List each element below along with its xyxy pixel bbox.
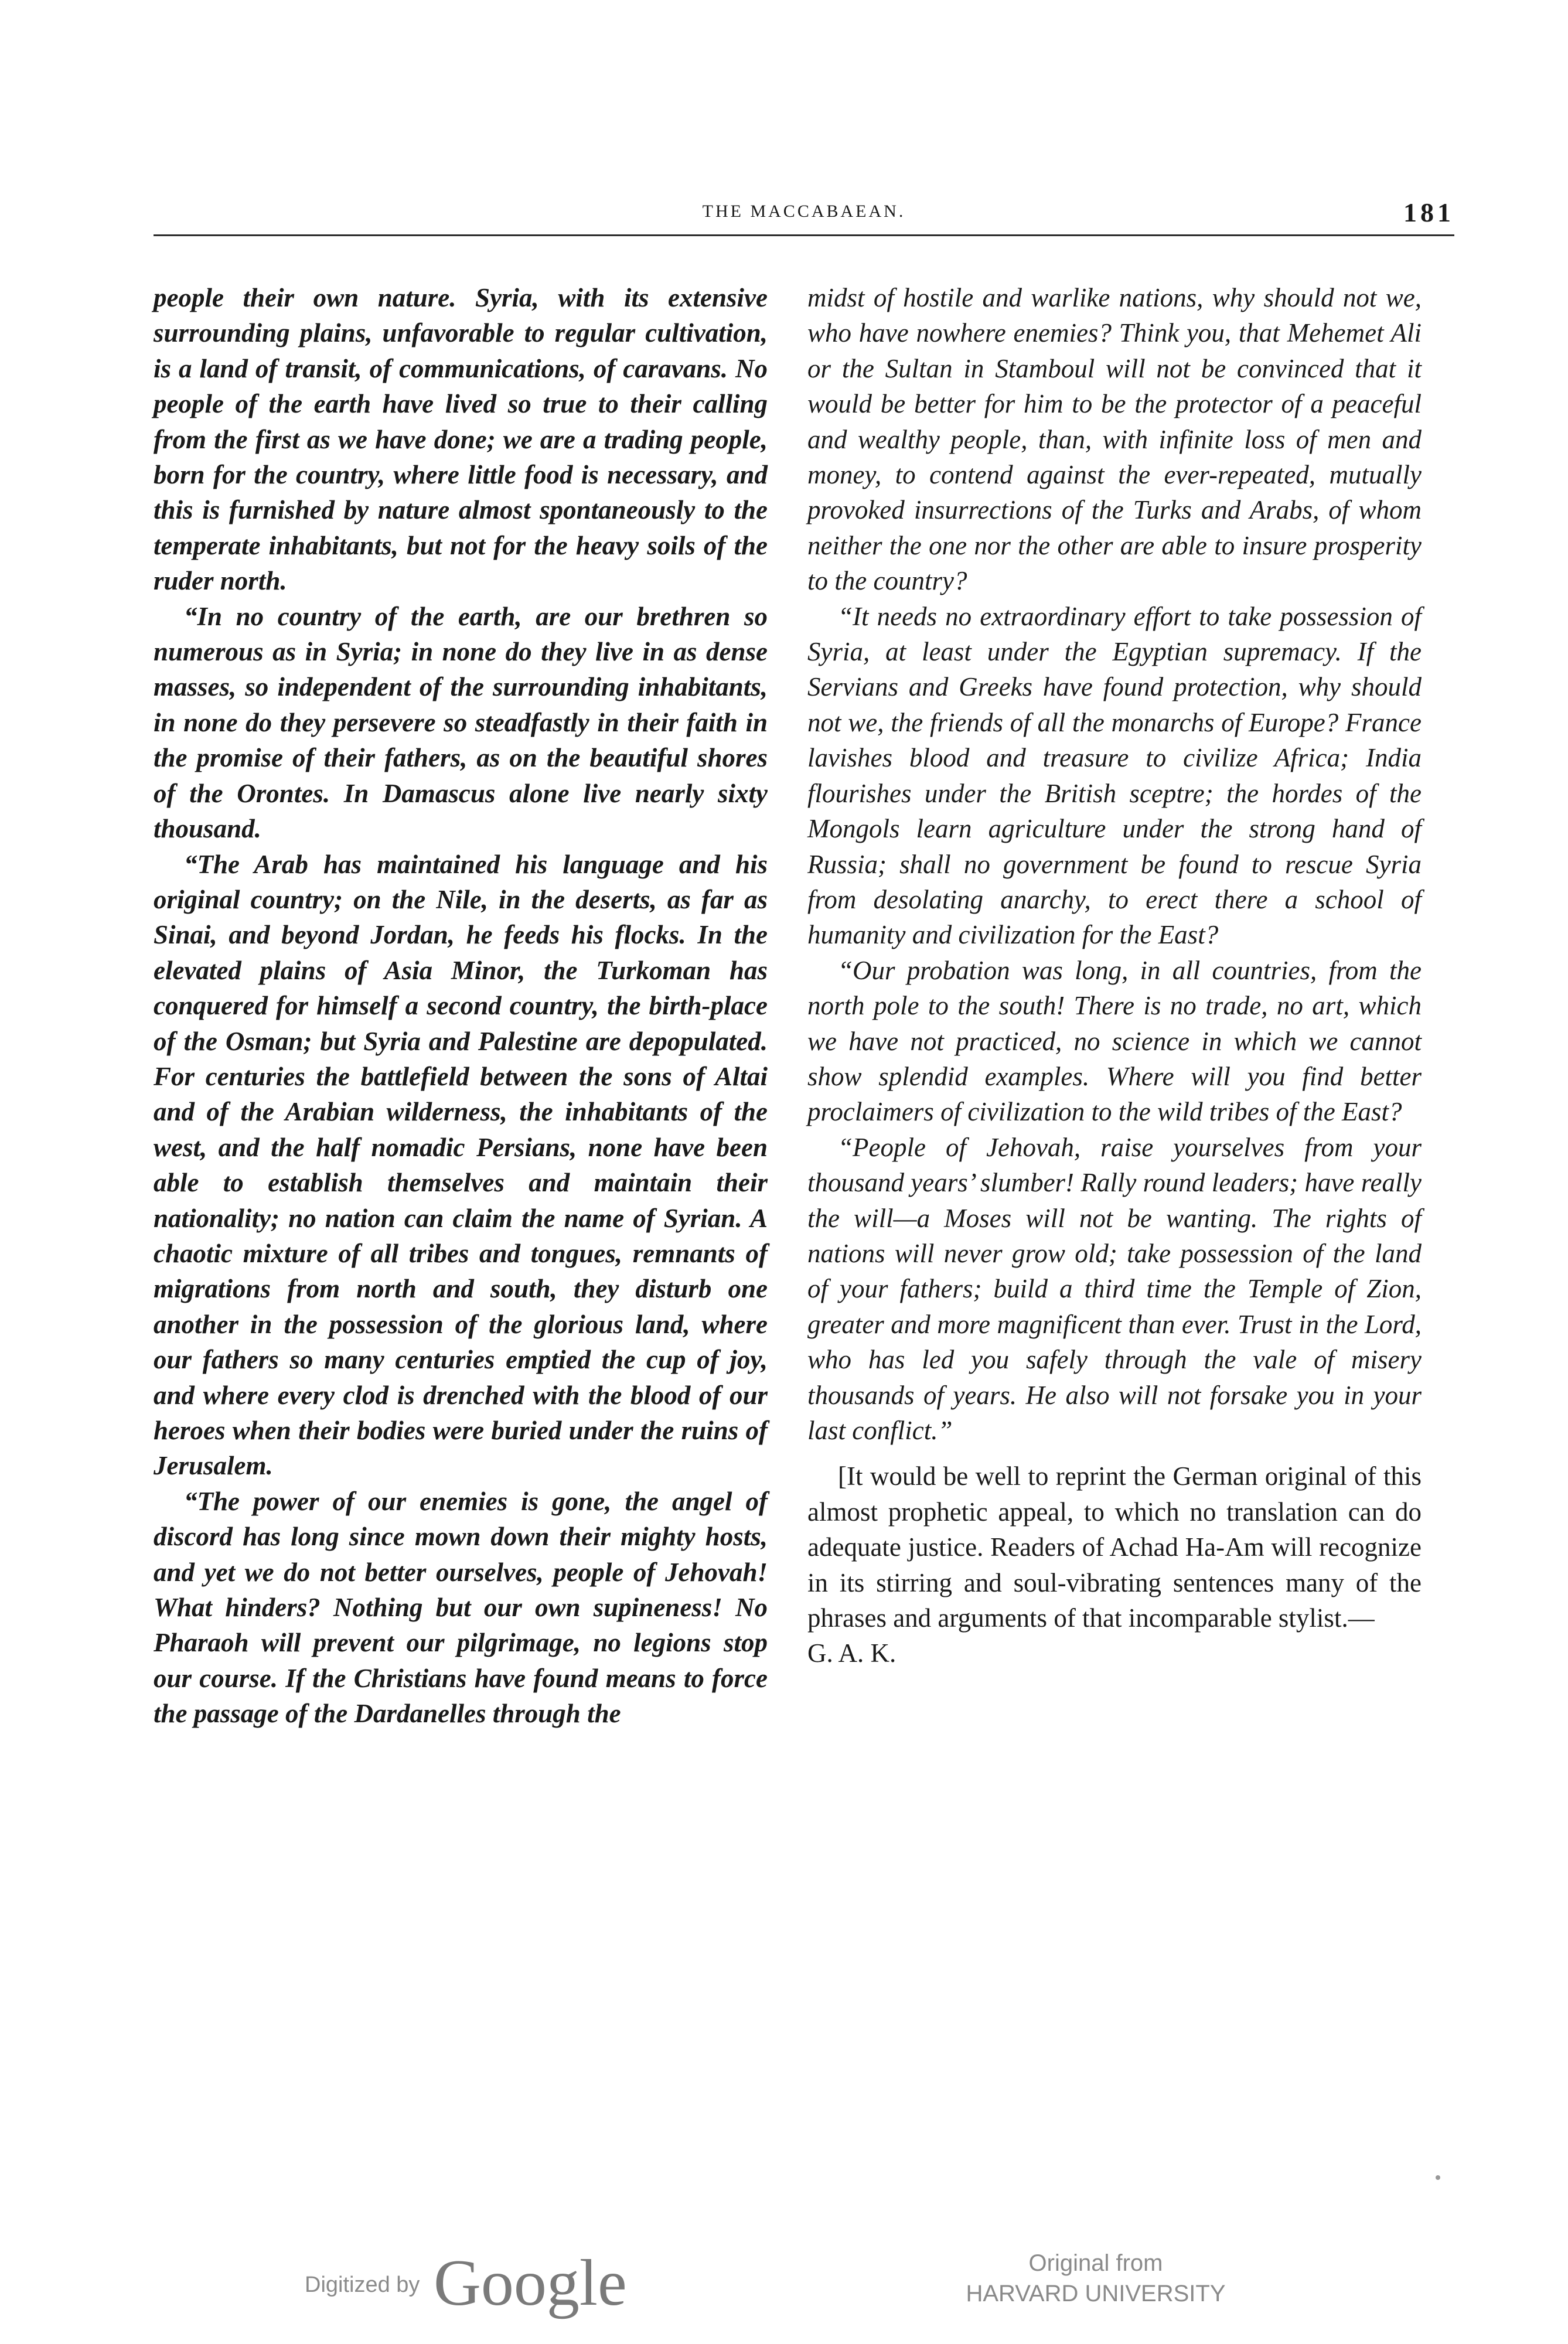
right-column bbox=[807, 280, 1422, 1671]
paragraph: “It needs no extraordinary effort to take possession of Syria, at least under the Egyptian supremacy. If the Servians and Greeks have found protection, why should not we, the friends of all the monarchs of Europe? France lavishes blood and treasure to civilize Africa; India flourishes under the British sceptre; the hordes of the Mongols learn agriculture under the strong hand of Russia; shall no government be found to rescue Syria from desolating anarchy, to erect there a school of humanity and civilization for the East? bbox=[807, 601, 1422, 950]
paragraph: “The Arab has maintained his language and his original country; on the Nile, in the deserts, as far as Sinai, and beyond Jordan, he feeds his flocks. In the elevated plains of Asia Minor, the Turkoman has conquered for himself a second country, the birth-place of the Osman; but Syria and Palestine are depopulated. For centuries the battlefield between the sons of Altai and of the Arabian wilderness, the inhabitants of the west, and the half nomadic Persians, none have been able to establish themselves and maintain their nationality; no nation can claim the name of Syrian. A chaotic mixture of all tribes and tongues, remnants of migrations from north and south, they disturb one another in the possession of the glorious land, where our fathers so many centuries emptied the cup of joy, and where every clod is drenched with the blood of our heroes when their bodies were buried under the ruins of Jerusalem. bbox=[154, 849, 768, 1481]
page-number: 181 bbox=[1403, 197, 1454, 227]
digitized-by-label: Digitized by bbox=[305, 2273, 420, 2297]
editor-note: [It would be well to reprint the German original of this almost prophetic appeal, to which no translation can do adequate justice. Readers of Achad Ha-Am will recognize in its stirring and soul-vibrating sentences many of the phrases and arguments of that incomparable stylist.— bbox=[807, 1461, 1422, 1633]
speck bbox=[1436, 2175, 1440, 2180]
paragraph: midst of hostile and warlike nations, why should not we, who have nowhere enemies? Think you, that Mehemet Ali or the Sultan in Stamboul will not be convinced that it would be better for him to be the protector of a peaceful and wealthy people, than, with infinite loss of men and money, to contend against the ever-repeated, mutually provoked insurrections of the Turks and Arabs, of whom neither the one nor the other are able to insure prosperity to the country? bbox=[807, 283, 1422, 596]
paragraph: “The power of our enemies is gone, the angel of discord has long since mown down their mighty hosts, and yet we do not better ourselves, people of Jehovah! What hinders? Nothing but our own supineness! No Pharaoh will prevent our pilgrimage, no legions stop our course. If the Christians have found means to force the passage of the Dardanelles through the bbox=[154, 1486, 768, 1729]
paragraph: “People of Jehovah, raise yourselves from your thousand years’ slumber! Rally round leaders; have really the will—a Moses will not be wanting. The rights of nations will never grow old; take possession of the land of your fathers; build a third time the Temple of Zion, greater and more magnificent than ever. Trust in the Lord, who has led you safely through the vale of misery thousands of years. He also will not forsake you in your last conflict.” bbox=[807, 1132, 1422, 1445]
paragraph: “In no country of the earth, are our brethren so numerous as in Syria; in none do they live in as dense masses, so independent of the surrounding inhabitants, in none do they persevere so steadfastly in their faith in the promise of their fathers, as on the beautiful shores of the Orontes. In Damascus alone live nearly sixty thousand. bbox=[154, 601, 768, 844]
journal-title: THE MACCABAEAN. bbox=[702, 202, 906, 221]
original-from-label: Original from bbox=[1028, 2250, 1163, 2276]
header-rule bbox=[154, 234, 1454, 236]
left-column bbox=[154, 280, 768, 1732]
signature: G. A. K. bbox=[807, 1638, 897, 1668]
running-header bbox=[154, 197, 1454, 230]
institution-label: HARVARD UNIVERSITY bbox=[966, 2281, 1226, 2306]
digitized-by-watermark bbox=[305, 2239, 715, 2319]
paragraph: people their own nature. Syria, with its extensive surrounding plains, unfavorable to regular cultivation, is a land of transit, of communications, of caravans. No people of the earth have lived so true to their calling from the first as we have done; we are a trading people, born for the country, where little food is necessary, and this is furnished by nature almost spontaneously to the temperate inhabitants, but not for the heavy soils of the ruder north. bbox=[154, 283, 768, 596]
source-watermark bbox=[955, 2248, 1236, 2309]
google-logo: Google bbox=[434, 2247, 627, 2319]
paragraph: “Our probation was long, in all countries, from the north pole to the south! There is no trade, no art, which we have not practiced, no science in which we cannot show splendid examples. Where will you find better proclaimers of civilization to the wild tribes of the East? bbox=[807, 955, 1422, 1127]
